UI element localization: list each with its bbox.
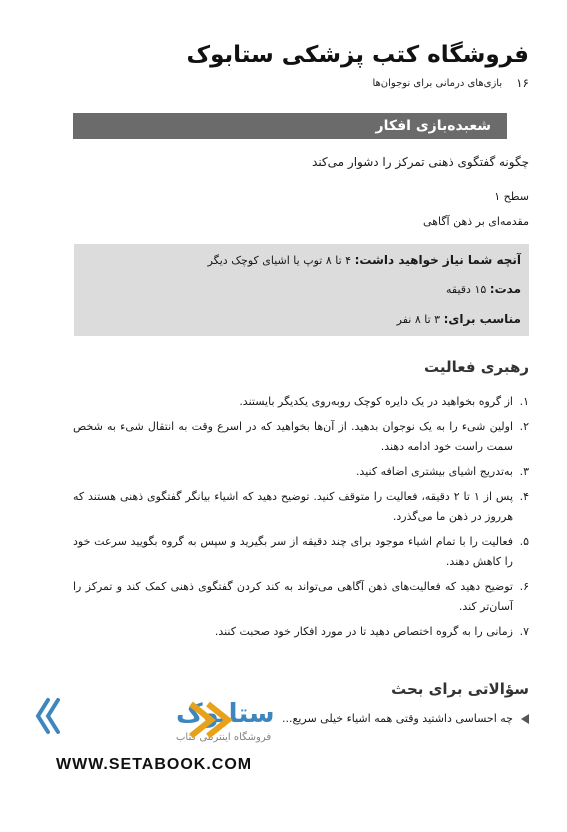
step-number: ۳. xyxy=(519,465,529,478)
list-item xyxy=(73,462,529,482)
suitable-value: ۳ تا ۸ نفر xyxy=(396,313,441,326)
materials-box xyxy=(74,244,529,336)
chevron-accent-icon xyxy=(186,700,246,740)
step-number: ۱. xyxy=(519,395,529,408)
watermark-url: WWW.SETABOOK.COM xyxy=(56,756,253,773)
duration-value: ۱۵ دقیقه xyxy=(446,283,487,296)
step-number: ۲. xyxy=(519,420,529,433)
needs-row xyxy=(208,253,521,267)
store-title: فروشگاه کتب پزشکی ستابوک xyxy=(186,42,529,68)
step-number: ۵. xyxy=(519,535,529,548)
list-item xyxy=(73,622,529,642)
step-number: ۶. xyxy=(519,580,529,593)
discussion-question-text: چه احساسی داشتید وقتی همه اشیاء خیلی سریع... xyxy=(281,712,513,725)
needs-value: ۴ تا ۸ توپ یا اشیای کوچک دیگر xyxy=(207,254,352,267)
step-text: فعالیت را با تمام اشیاء موجود برای چند دقیقه از سر بگیرید و سپس به گروه بگویید سرعت خود را کاهش دهند. xyxy=(73,535,513,568)
list-item xyxy=(73,577,529,617)
list-item xyxy=(73,532,529,572)
step-text: از گروه بخواهید در یک دایره کوچک روبه‌روی یکدیگر بایستند. xyxy=(239,395,513,408)
step-number: ۴. xyxy=(519,490,529,503)
step-list xyxy=(73,392,529,647)
setabook-logo-icon xyxy=(36,692,275,744)
suitable-row xyxy=(397,312,521,326)
guide-heading: رهبری فعالیت xyxy=(423,358,529,376)
discussion-heading: سؤالاتی برای بحث xyxy=(391,680,529,698)
brand-fa: ستابوک xyxy=(176,699,275,729)
duration-row xyxy=(446,282,521,296)
step-number: ۷. xyxy=(519,625,529,638)
intro-question: چگونه گفتگوی ذهنی تمرکز را دشوار می‌کند xyxy=(312,155,529,169)
needs-label: آنچه شما نیاز خواهید داشت: xyxy=(354,253,521,267)
list-item xyxy=(73,392,529,412)
running-title: بازی‌های درمانی برای نوجوان‌ها xyxy=(372,77,503,89)
suitable-label: مناسب برای: xyxy=(443,312,521,326)
section-banner xyxy=(73,113,529,139)
banner-title: شعبده‌بازی افکار xyxy=(375,118,491,134)
list-item xyxy=(73,417,529,457)
banner-edge xyxy=(507,113,529,139)
duration-label: مدت: xyxy=(489,282,521,296)
page-number: ۱۶ xyxy=(516,76,529,90)
triangle-bullet-icon xyxy=(521,714,529,724)
intro-subtitle: مقدمه‌ای بر ذهن آگاهی xyxy=(423,215,529,228)
step-text: توضیح دهید که فعالیت‌های ذهن آگاهی می‌تواند به کند کردن گفتگوی ذهنی کمک کند و تمرکز را آسان‌تر کند. xyxy=(73,580,513,613)
list-item xyxy=(73,487,529,527)
running-header xyxy=(39,76,529,90)
brand-tagline: فروشگاه اینترنتی کتاب xyxy=(176,732,272,743)
step-text: پس از ۱ تا ۲ دقیقه، فعالیت را متوقف کنید. توضیح دهید که اشیاء بیانگر گفتگوی ذهنی هستند که هرروز در ذهن ما می‌گذرد. xyxy=(73,490,514,523)
step-text: اولین شیء را به یک نوجوان بدهید. از آن‌ها بخواهید که در اسرع وقت به انتقال شیء به شخص سمت راست خود ادامه دهند. xyxy=(73,420,513,453)
step-text: زمانی را به گروه اختصاص دهید تا در مورد افکار خود صحبت کنند. xyxy=(214,625,513,638)
step-text: به‌تدریج اشیای بیشتری اضافه کنید. xyxy=(355,465,513,478)
level-label: سطح ۱ xyxy=(494,190,529,203)
